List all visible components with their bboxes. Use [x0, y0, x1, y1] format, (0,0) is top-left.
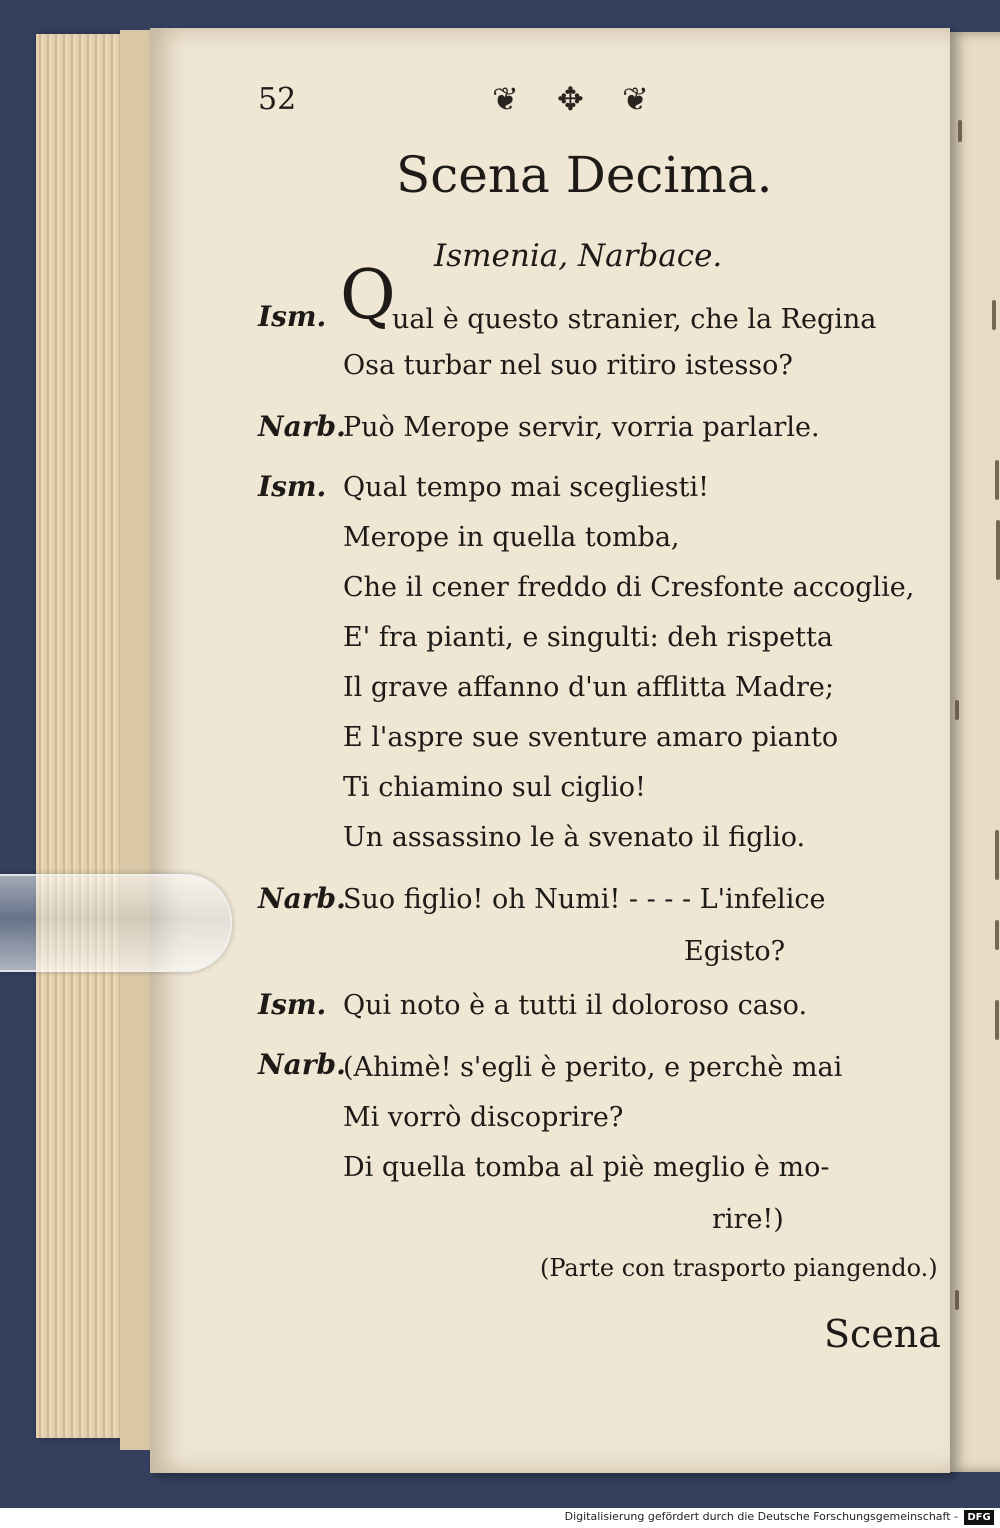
catchword: Scena: [824, 1312, 941, 1356]
speaker-label: Narb.: [258, 1048, 346, 1081]
ink-bleed: [955, 700, 959, 720]
verse-line: Può Merope servir, vorria parlarle.: [343, 412, 820, 443]
header-ornament: ❦ ✥ ❦: [492, 80, 663, 118]
ink-bleed: [996, 520, 1000, 580]
dfg-logo: DFG: [964, 1510, 994, 1525]
scene-title: Scena Decima.: [396, 146, 773, 204]
speaker-label: Narb.: [258, 410, 346, 443]
page-number: 52: [258, 82, 297, 117]
ink-bleed: [995, 1000, 999, 1040]
verse-line: Mi vorrò discoprire?: [343, 1102, 624, 1133]
verse-line: ual è questo stranier, che la Regina: [392, 304, 877, 335]
speaker-label: Ism.: [258, 988, 327, 1021]
page-holder-rod: [0, 874, 232, 972]
speaker-label: Narb.: [258, 882, 346, 915]
verse-line: rire!): [712, 1204, 784, 1235]
facing-page-edge: [950, 32, 1000, 1472]
ink-bleed: [958, 120, 962, 142]
verse-line: Qual tempo mai scegliesti!: [343, 472, 709, 503]
verse-line: Osa turbar nel suo ritiro istesso?: [343, 350, 793, 381]
verse-line: Un assassino le à svenato il figlio.: [343, 822, 806, 853]
verse-line: Egisto?: [684, 936, 786, 967]
speaker-label: Ism.: [258, 470, 327, 503]
verse-line: Merope in quella tomba,: [343, 522, 680, 553]
verse-line: Il grave affanno d'un afflitta Madre;: [343, 672, 834, 703]
ink-bleed: [995, 920, 999, 950]
drop-capital: Q: [340, 256, 396, 335]
verse-line: Suo figlio! oh Numi! - - - - L'infelice: [343, 884, 826, 915]
funding-credit: Digitalisierung gefördert durch die Deutsche Forschungsgemeinschaft -: [564, 1510, 958, 1523]
ink-bleed: [992, 300, 996, 330]
speaker-label: Ism.: [258, 300, 327, 333]
ink-bleed: [995, 830, 999, 880]
verse-line: E l'aspre sue sventure amaro pianto: [343, 722, 839, 753]
ink-bleed: [995, 460, 999, 500]
stage-direction: (Parte con trasporto piangendo.): [540, 1254, 938, 1282]
footer-bar: [0, 1508, 1000, 1528]
ink-bleed: [955, 1290, 959, 1310]
verse-line: Di quella tomba al piè meglio è mo-: [343, 1152, 830, 1183]
verse-line: E' fra pianti, e singulti: deh rispetta: [343, 622, 833, 653]
scene-characters: Ismenia, Narbace.: [434, 238, 723, 274]
verse-line: Che il cener freddo di Cresfonte accoglie,: [343, 572, 915, 603]
verse-line: Qui noto è a tutti il doloroso caso.: [343, 990, 808, 1021]
verse-line: Ti chiamino sul ciglio!: [343, 772, 646, 803]
verse-line: (Ahimè! s'egli è perito, e perchè mai: [343, 1052, 843, 1083]
